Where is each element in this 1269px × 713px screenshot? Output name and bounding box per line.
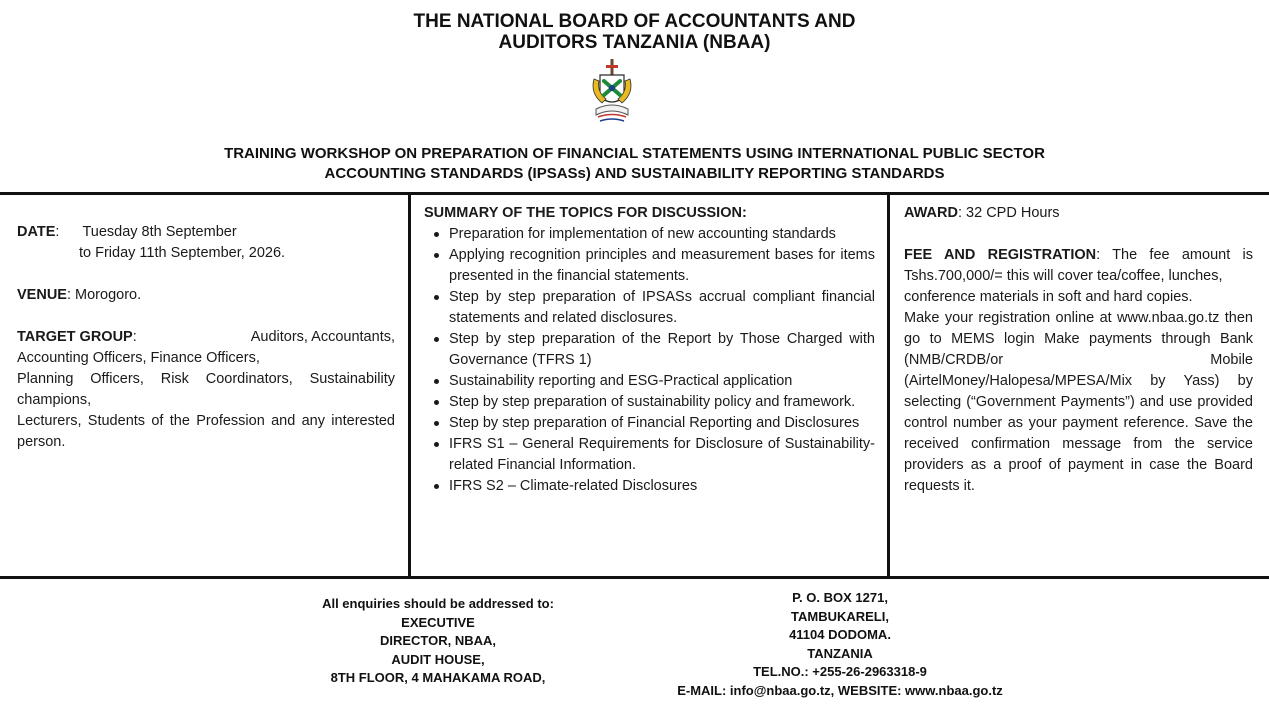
postal-line: 41104 DODOMA. — [789, 627, 891, 642]
nbaa-coat-of-arms-icon — [586, 57, 638, 127]
venue-label: VENUE — [17, 287, 67, 303]
target-group-line3: Planning Officers, Risk Coordinators, Sustainability champions, — [17, 371, 395, 408]
workshop-title-line2: ACCOUNTING STANDARDS (IPSASs) AND SUSTAINABILITY REPORTING STANDARDS — [324, 165, 945, 182]
date-end: to Friday 11th September, 2026. — [79, 245, 286, 261]
column-divider-left — [408, 193, 411, 579]
date-row: DATE: Tuesday 8th September — [17, 224, 237, 240]
topic-item: Sustainability reporting and ESG-Practical application — [424, 371, 875, 392]
topic-item: Step by step preparation of IPSASs accrual compliant financial statements and related disclosures. — [424, 287, 875, 329]
postal-contact — [640, 589, 1040, 700]
organization-title-line1: THE NATIONAL BOARD OF ACCOUNTANTS AND — [413, 11, 856, 32]
enquiries-address — [288, 595, 588, 688]
topic-item: Step by step preparation of sustainability policy and framework. — [424, 392, 875, 413]
target-group-row: TARGET GROUP: Auditors, Accountants, — [17, 327, 395, 348]
enquiries-line: 8TH FLOOR, 4 MAHAKAMA ROAD, — [330, 670, 546, 685]
table-bottom-border — [0, 576, 1269, 579]
topic-item: Step by step preparation of the Report by Those Charged with Governance (TFRS 1) — [424, 329, 875, 371]
fee-label: FEE AND REGISTRATION — [904, 247, 1097, 263]
postal-line: TAMBUKARELI, — [791, 608, 889, 624]
enquiries-line: DIRECTOR, NBAA, — [379, 633, 497, 648]
topics-list — [424, 224, 875, 497]
award-row: AWARD: 32 CPD Hours — [904, 205, 1060, 221]
enquiries-line: EXECUTIVE — [401, 614, 475, 630]
fee-text-3: Make your registration online at www.nbaa.go.tz then go to MEMS login Make payments through Bank (NMB/CRDB/or Mobile (AirtelMoney/Halopesa/MPESA/Mix by Yass) by selecting (“Government Payments”) and use provided control number as your payment reference. Save the received confirmation message from the service providers as a proof of payment in case the Board requests it. — [904, 310, 1253, 494]
topic-item: Preparation for implementation of new accounting standards — [424, 224, 875, 245]
registration-column — [904, 203, 1253, 497]
topics-column — [424, 203, 875, 497]
enquiries-line: AUDIT HOUSE, — [391, 651, 485, 667]
postal-line: TANZANIA — [807, 645, 873, 661]
target-group-label: TARGET GROUP — [17, 329, 133, 345]
award-label: AWARD — [904, 205, 958, 221]
email-website-line: E-MAIL: info@nbaa.go.tz, WEBSITE: www.nbaa.go.tz — [677, 682, 1003, 698]
topic-item: Step by step preparation of Financial Reporting and Disclosures — [424, 413, 875, 434]
target-group-line1: Auditors, Accountants, — [250, 329, 395, 345]
date-label: DATE — [17, 224, 56, 240]
postal-line: P. O. BOX 1271, — [792, 590, 888, 605]
column-divider-right — [887, 193, 890, 579]
venue-value: Morogoro. — [75, 287, 142, 303]
organization-title-line2: AUDITORS TANZANIA (NBAA) — [498, 32, 771, 53]
enquiries-line: All enquiries should be addressed to: — [322, 596, 554, 611]
topic-item: IFRS S1 – General Requirements for Disclosure of Sustainability- related Financial Information. — [424, 434, 875, 476]
table-top-border — [0, 192, 1269, 195]
topic-item: IFRS S2 – Climate-related Disclosures — [424, 476, 875, 497]
target-group-line4: Lecturers, Students of the Profession and any interested person. — [17, 413, 395, 450]
date-start: Tuesday 8th September — [82, 224, 237, 240]
award-value: 32 CPD Hours — [966, 205, 1060, 221]
workshop-title-line1: TRAINING WORKSHOP ON PREPARATION OF FINANCIAL STATEMENTS USING INTERNATIONAL PUBLIC SECTOR — [224, 145, 1045, 162]
fee-text-1: The fee amount is Tshs.700,000/= this will cover tea/coffee, lunches, — [904, 247, 1253, 284]
target-group-line2: Accounting Officers, Finance Officers, — [17, 350, 260, 366]
fee-text-2: conference materials in soft and hard copies. — [904, 289, 1193, 305]
topics-heading: SUMMARY OF THE TOPICS FOR DISCUSSION: — [424, 205, 747, 221]
event-details-column — [17, 222, 395, 453]
workshop-title — [0, 144, 1269, 184]
topic-item: Applying recognition principles and measurement bases for items presented in the financial statements. — [424, 245, 875, 287]
phone-line: TEL.NO.: +255-26-2963318-9 — [753, 664, 927, 679]
fee-row: FEE AND REGISTRATION: The fee amount is Tshs.700,000/= this will cover tea/coffee, lunches, — [904, 247, 1253, 284]
venue-row: VENUE: Morogoro. — [17, 287, 142, 303]
organization-title — [0, 11, 1269, 53]
